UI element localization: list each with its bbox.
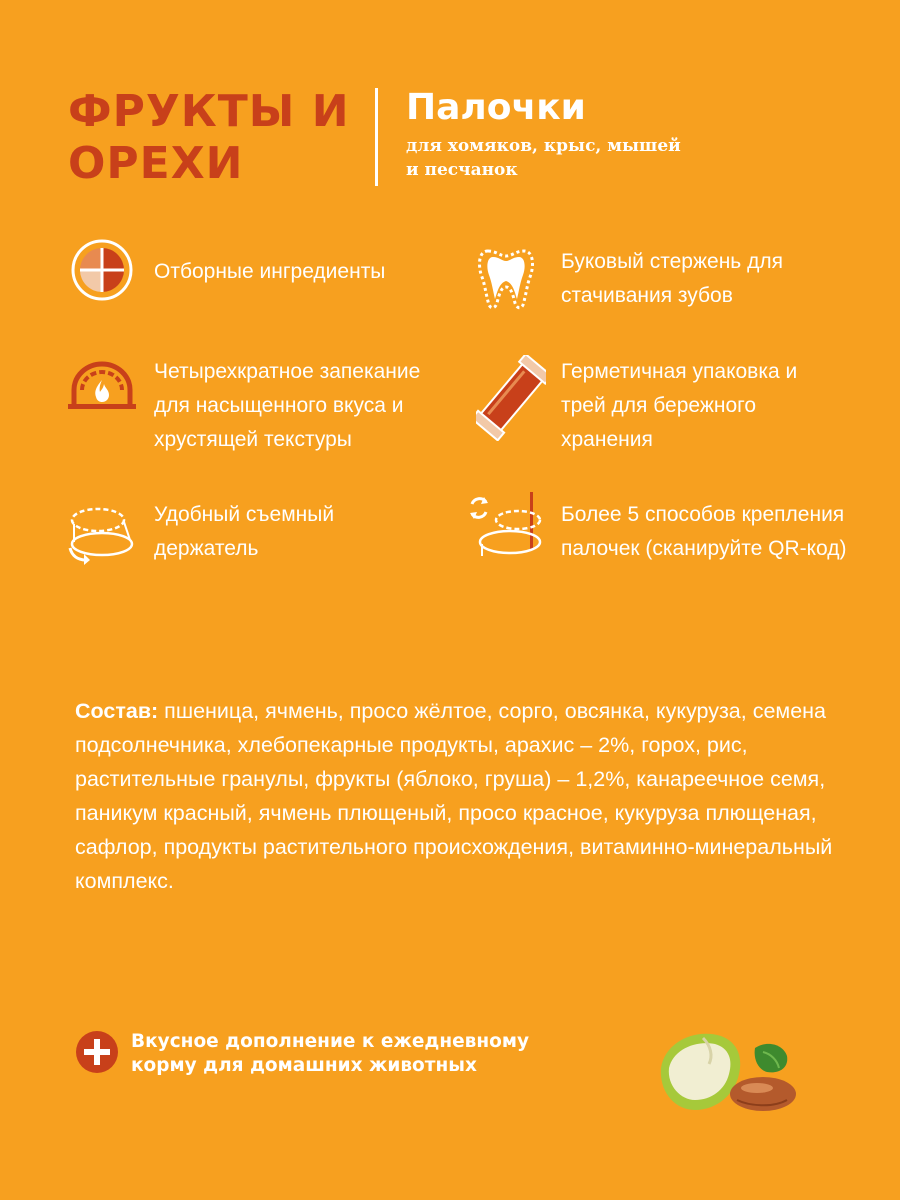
- package-icon: [476, 355, 546, 441]
- feature-line: для насыщенного вкуса и: [154, 394, 404, 417]
- feature-line: трей для бережного: [561, 394, 757, 417]
- feature-line: Отборные ингредиенты: [154, 260, 386, 283]
- tooth-icon: [476, 245, 536, 311]
- feature-line: Герметичная упаковка и: [561, 360, 798, 383]
- feature-line: Удобный съемный: [154, 503, 335, 526]
- composition: [75, 694, 845, 898]
- oven-icon: [68, 360, 136, 412]
- feature-line: Буковый стержень для: [561, 250, 783, 273]
- target-animals-line-1: для хомяков, крыс, мышей: [406, 136, 681, 156]
- feature-mounting-text: [561, 498, 900, 566]
- composition-label: Состав:: [75, 699, 159, 723]
- title-line-2: ОРЕХИ: [68, 138, 244, 189]
- title-line-1: ФРУКТЫ И: [68, 86, 350, 137]
- product-type: Палочки: [406, 87, 586, 128]
- feature-line: Более 5 способов крепления: [561, 503, 845, 526]
- feature-baking-text: [154, 355, 474, 457]
- feature-line: хрустящей текстуры: [154, 428, 352, 451]
- apple-and-peanut-image: [655, 1030, 805, 1125]
- feature-beech-core-text: [561, 245, 881, 313]
- footer-line-1: Вкусное дополнение к ежедневному: [131, 1031, 530, 1052]
- feature-line: хранения: [561, 428, 653, 451]
- product-title: [68, 86, 350, 190]
- footer-text: [131, 1030, 529, 1078]
- target-animals: [406, 134, 681, 182]
- feature-line: держатель: [154, 537, 259, 560]
- holder-icon: [62, 498, 142, 570]
- footer-line-2: корму для домашних животных: [131, 1055, 477, 1076]
- feature-line: палочек (сканируйте QR-код): [561, 537, 847, 560]
- footer: [75, 1030, 885, 1130]
- feature-holder-text: [154, 498, 474, 566]
- header-divider: [375, 88, 378, 186]
- plus-icon: [75, 1030, 119, 1074]
- ingredients-icon: [70, 238, 134, 302]
- feature-line: стачивания зубов: [561, 284, 733, 307]
- feature-packaging-text: [561, 355, 881, 457]
- feature-line: Четырехкратное запекание: [154, 360, 421, 383]
- mounting-icon: [466, 492, 554, 566]
- feature-ingredients-text: [154, 255, 474, 289]
- composition-text: пшеница, ячмень, просо жёлтое, сорго, овсянка, кукуруза, семена подсолнечника, хлебопекарные продукты, арахис – 2%, горох, рис, растительные гранулы, фрукты (яблоко, груша) – 1,2%, канареечное семя, паникум красный, ячмень плющеный, просо красное, кукуруза плющеная, сафлор, продукты растительного происхождения, витаминно-минеральный комплекс.: [75, 699, 833, 893]
- product-subtitle: [406, 86, 681, 182]
- target-animals-line-2: и песчанок: [406, 160, 518, 180]
- header: [68, 86, 848, 196]
